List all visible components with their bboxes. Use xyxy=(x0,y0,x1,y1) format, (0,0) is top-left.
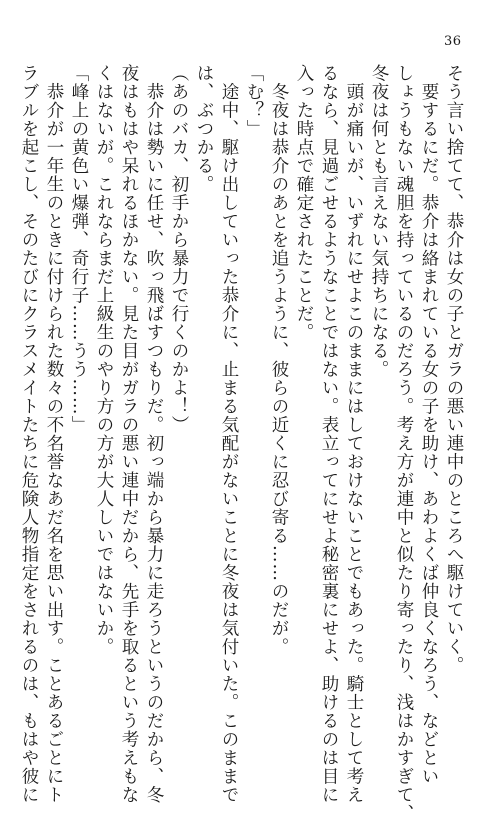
text-line: 入った時点で確定されたことだ。 xyxy=(294,64,314,342)
text-line: 頭が痛いが、いずれにせよこのままにはしておけないことでもあった。騎士として考え xyxy=(344,64,364,804)
text-line: 要するにだ。恭介は絡まれている女の子を助け、あわよくば仲良くなろう、などとい xyxy=(419,64,439,786)
text-line: は、ぶつかる。 xyxy=(194,64,214,194)
text-line: ラブルを起こし、そのたびにクラスメイトたちに危険人物指定をされるのは、もはや彼に xyxy=(19,64,39,804)
novel-body-text xyxy=(19,64,466,823)
text-line: しょうもない魂胆を持っているのだろう。考え方が連中と似たり寄ったり、浅はかすぎて、 xyxy=(394,64,414,823)
text-line: 恭介が一年生のときに付けられた数々の不名誉なあだ名を思い出す。ことあるごとにト xyxy=(44,64,64,804)
text-line: くはないが。これならまだ上級生のやり方の方が大人しいではないか。 xyxy=(94,64,114,656)
text-line: 途中、駆け出していった恭介に、止まる気配がないことに冬夜は気付いた。このままで xyxy=(219,64,239,804)
text-line: 冬夜は何とも言えない気持ちになる。 xyxy=(369,64,389,379)
text-line: 恭介は勢いに任せ、吹っ飛ばすつもりだ。初っ端から暴力に走ろうというのだから、冬 xyxy=(144,64,164,804)
page-number: 36 xyxy=(444,34,462,49)
text-line: るなら、見過ごせるようなことではない。表立ってにせよ秘密裏にせよ、助けるのは目に xyxy=(319,64,339,804)
text-line: 冬夜は恭介のあとを追うように、彼らの近くに忍び寄る……のだが。 xyxy=(269,64,289,656)
text-line: 「む？」 xyxy=(244,64,264,138)
text-line: 「峰上の黄色い爆弾、奇行子……うう……」 xyxy=(69,64,89,434)
text-line: 夜はもはや呆れるほかない。見た目がガラの悪い連中だから、先手を取るという考えもな xyxy=(119,64,139,804)
text-line: そう言い捨てて、恭介は女の子とガラの悪い連中のところへ駆けていく。 xyxy=(444,64,464,675)
text-line: （あのバカ、初手から暴力で行くのかよ！） xyxy=(169,64,189,434)
